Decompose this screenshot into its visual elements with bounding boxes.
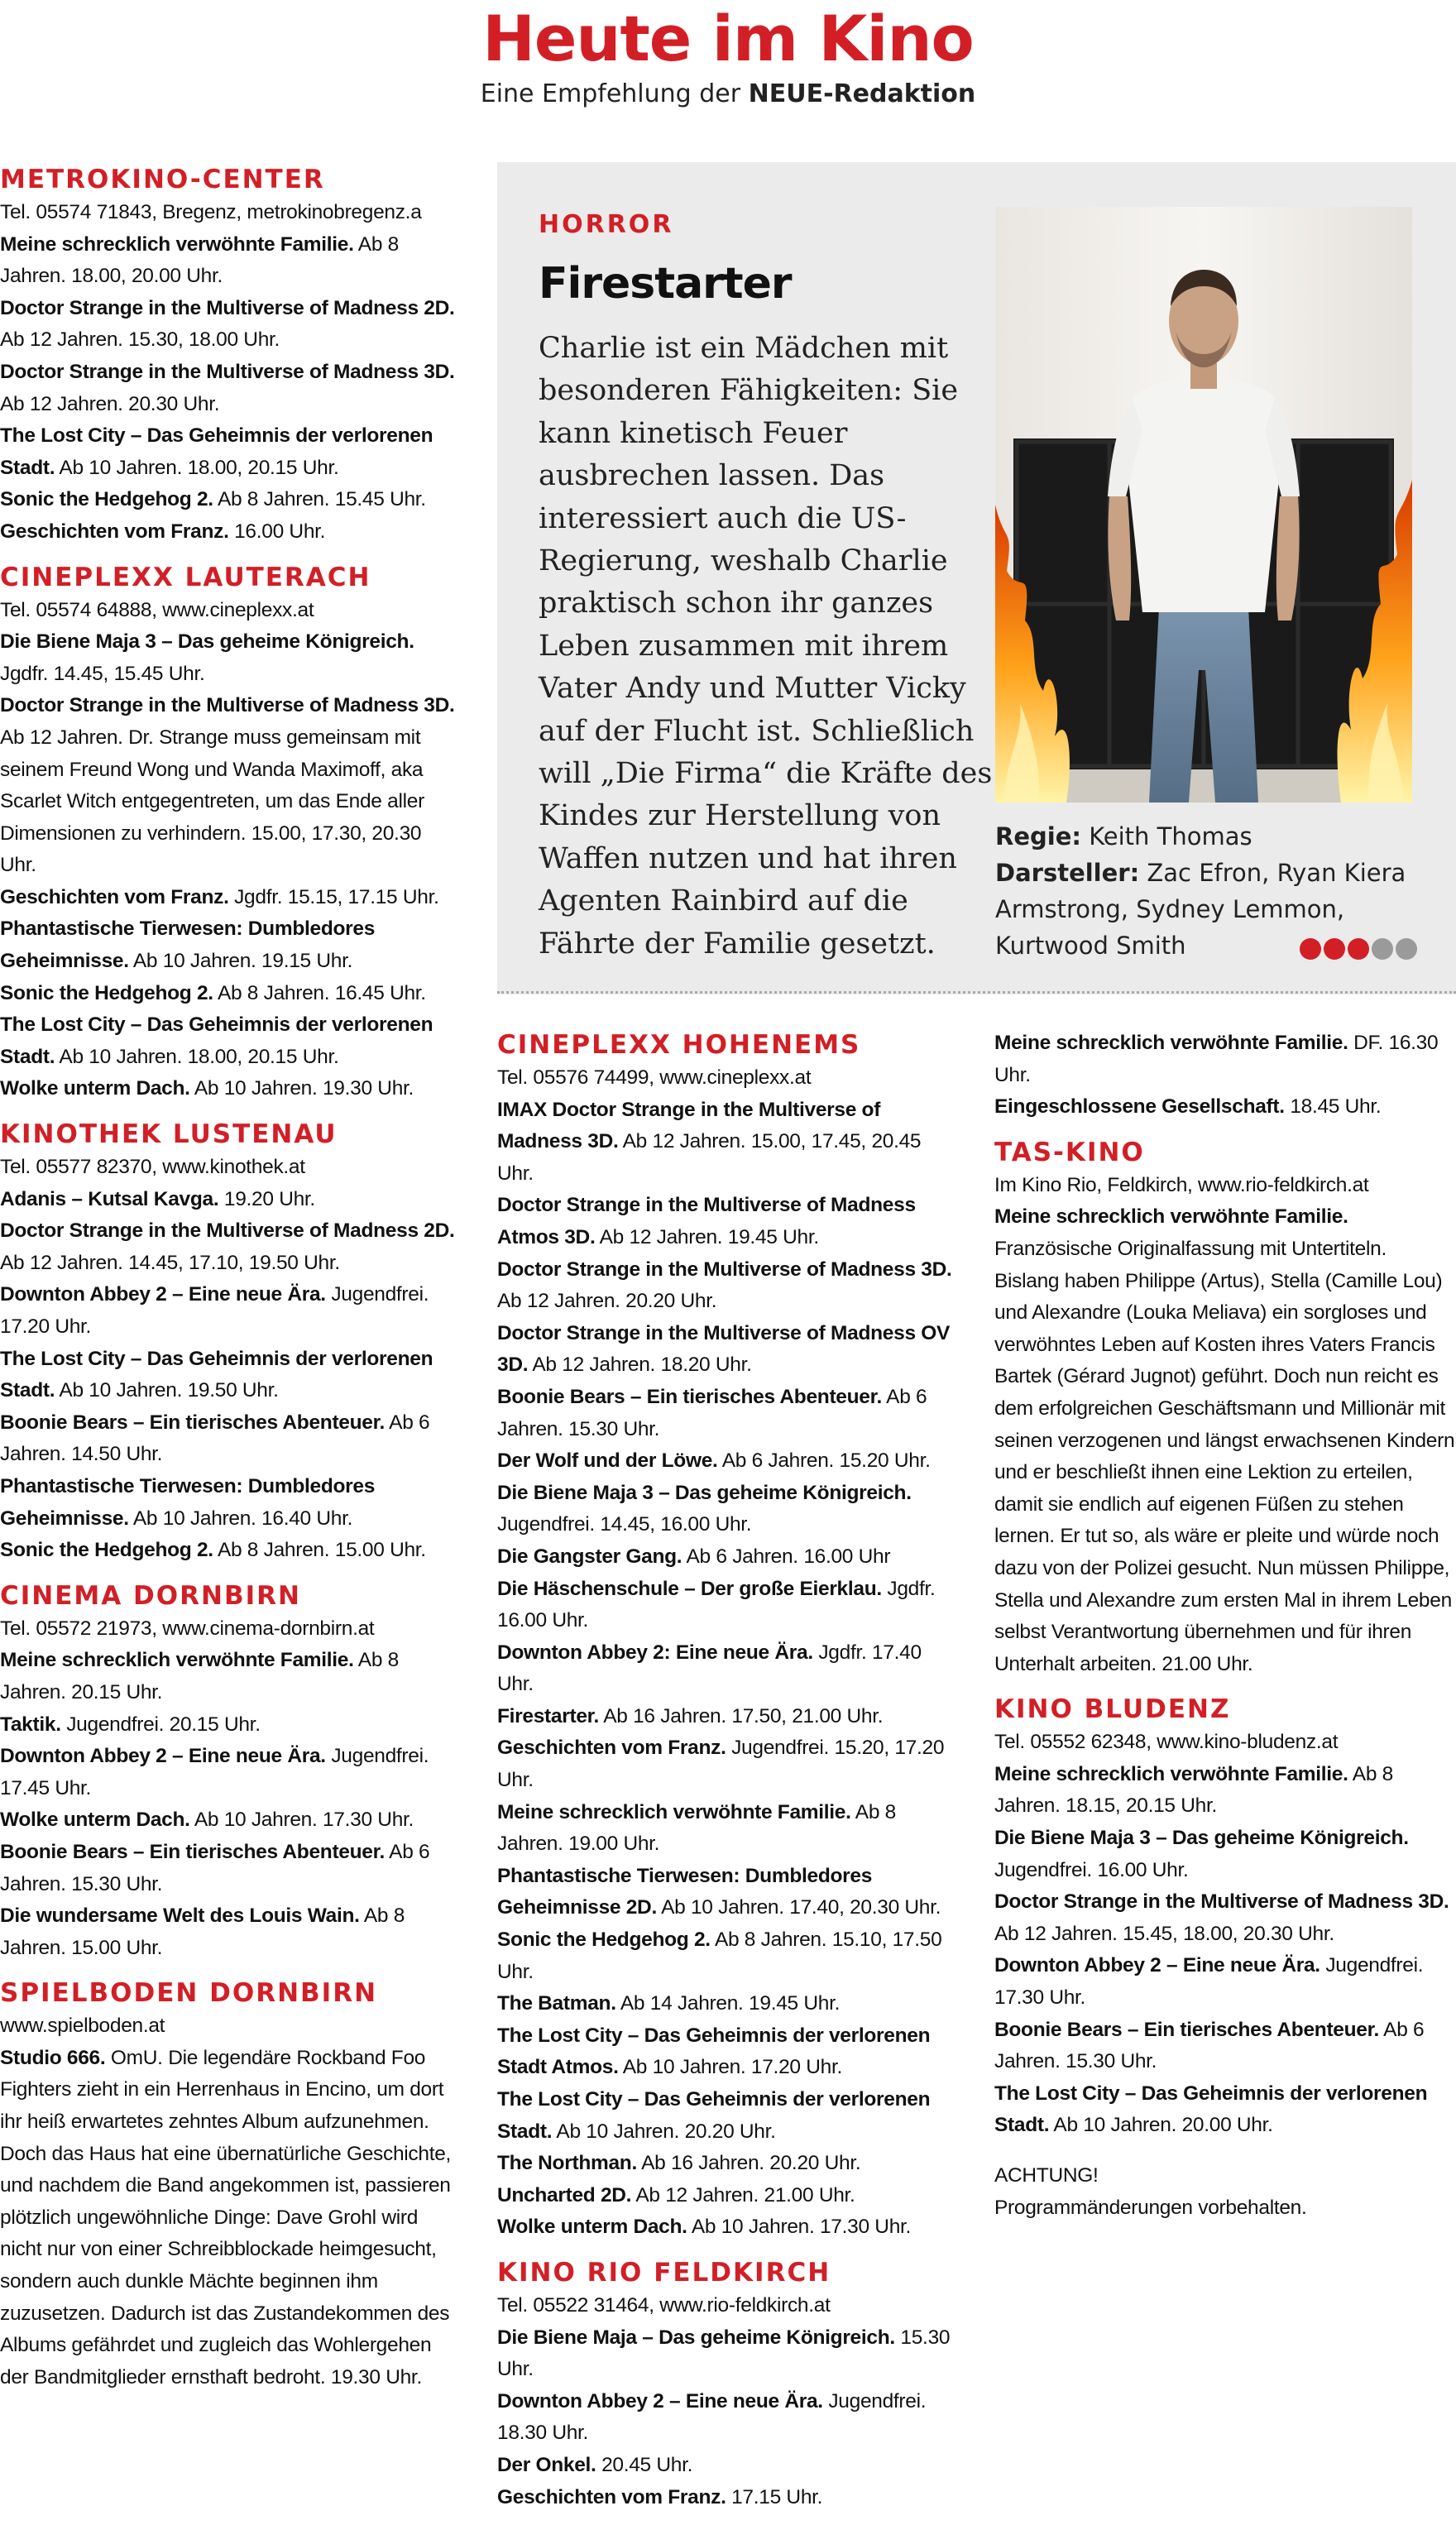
movie-info: Tel. 05577 82370, www.kinothek.at	[0, 1156, 305, 1179]
cinema-contact	[0, 2010, 460, 2043]
cinema-contact	[0, 1152, 460, 1184]
cinema-contact	[994, 1170, 1456, 1202]
movie-info: Ab 16 Jahren. 20.20 Uhr.	[641, 2152, 861, 2175]
movie-title: Die Biene Maja 3 – Das geheime Königreich.	[497, 1481, 912, 1504]
movie-info: Ab 8 Jahren. 15.45 Uhr.	[217, 488, 426, 511]
movie-title: Firestarter.	[497, 1704, 600, 1727]
notice-line-2: Programmänderungen vorbehalten.	[994, 2196, 1307, 2219]
listing-entry	[497, 1988, 953, 2020]
movie-title: Taktik.	[0, 1713, 61, 1736]
movie-title: Die Biene Maja – Das geheime Königreich.	[497, 2326, 895, 2349]
listing-entry	[497, 2180, 953, 2212]
movie-title: Doctor Strange in the Multiverse of Madness 3D.	[497, 1258, 952, 1281]
cast-label: Darsteller:	[995, 859, 1140, 887]
movie-title: Boonie Bears – Ein tierisches Abenteuer.	[497, 1385, 883, 1408]
movie-title: Doctor Strange in the Multiverse of Madness 3D.	[994, 1890, 1449, 1914]
movie-title: Geschichten vom Franz.	[0, 885, 229, 908]
cinema-name: CINEPLEXX LAUTERACH	[0, 562, 371, 592]
director-label: Regie:	[995, 822, 1081, 850]
movie-title: Meine schrecklich verwöhnte Familie.	[0, 232, 354, 256]
movie-info: Jugendfrei. 14.45, 16.00 Uhr.	[497, 1513, 752, 1536]
listing-entry	[497, 2148, 953, 2180]
cinema-name: SPIELBODEN DORNBIRN	[0, 1978, 378, 2009]
movie-title: Doctor Strange in the Multiverse of Madness Atmos 3D.	[497, 1194, 916, 1248]
movie-info: Tel. 05574 64888, www.cineplexx.at	[0, 598, 314, 621]
page-title: Heute im Kino	[482, 2, 974, 75]
movie-info: Jgdfr. 15.15, 17.15 Uhr.	[234, 885, 439, 908]
movie-info: 19.20 Uhr.	[223, 1187, 315, 1210]
movie-info: Ab 10 Jahren. 19.30 Uhr.	[194, 1077, 414, 1100]
movie-info: Ab 6 Jahren. 15.20 Uhr.	[721, 1449, 931, 1473]
director-name: Keith Thomas	[1089, 822, 1252, 850]
listing-entry	[497, 1797, 953, 1861]
listing-entry	[994, 1028, 1456, 1091]
movie-info: Ab 10 Jahren. 17.20 Uhr.	[622, 2056, 842, 2079]
listing-entry	[994, 2015, 1456, 2078]
movie-info: Ab 8 Jahren. 15.10, 17.50 Uhr.	[497, 1928, 942, 1983]
listing-entry	[0, 293, 460, 357]
listing-entry	[0, 229, 460, 293]
listing-entry	[497, 2322, 953, 2386]
movie-info: Jgdfr. 17.40 Uhr.	[497, 1641, 922, 1696]
movie-title: IMAX Doctor Strange in the Multiverse of Madness 3D.	[497, 1098, 881, 1153]
listing-entry	[0, 1184, 460, 1216]
movie-title: Downton Abbey 2: Eine neue Ära.	[497, 1641, 813, 1664]
listing-entry	[0, 1407, 460, 1471]
movie-info: Ab 12 Jahren. 14.45, 17.10, 19.50 Uhr.	[0, 1251, 340, 1274]
movie-title: The Lost City – Das Geheimnis der verlorenen Stadt.	[0, 424, 433, 479]
notice-line-1: ACHTUNG!	[994, 2164, 1099, 2187]
listing-entry	[0, 1741, 460, 1804]
listing-entry	[497, 2211, 953, 2244]
movie-title: Meine schrecklich verwöhnte Familie.	[994, 1762, 1348, 1785]
movie-title: The Lost City – Das Geheimnis der verlorenen Stadt.	[0, 1347, 433, 1402]
listing-entry	[497, 2482, 953, 2514]
movie-info: Ab 12 Jahren. 21.00 Uhr.	[635, 2183, 855, 2206]
movie-info: Ab 14 Jahren. 19.45 Uhr.	[620, 1992, 841, 2015]
movie-info: Ab 10 Jahren. 18.00, 20.15 Uhr.	[59, 1045, 339, 1068]
movie-title: Die Biene Maja 3 – Das geheime Königreich.	[994, 1827, 1409, 1850]
listing-entry	[0, 484, 460, 516]
movie-title: Doctor Strange in the Multiverse of Madness 3D.	[0, 694, 455, 717]
rating-dot-filled	[1300, 938, 1321, 960]
cinema-section	[994, 1692, 1456, 2142]
cinema-contact	[497, 1062, 953, 1095]
movie-info: Jugendfrei. 15.20, 17.20 Uhr.	[497, 1737, 945, 1792]
cinema-name: KINOTHEK LUSTENAU	[0, 1119, 338, 1150]
listing-entry	[0, 357, 460, 420]
movie-title: Wolke unterm Dach.	[0, 1809, 190, 1832]
cast-names: Zac Efron, Ryan Kiera Armstrong, Sydney Lemmon, Kurtwood Smith	[995, 859, 1406, 960]
movie-title: Doctor Strange in the Multiverse of Madness 2D.	[0, 296, 455, 319]
listing-entry	[0, 1009, 460, 1073]
movie-title: Downton Abbey 2 – Eine neue Ära.	[497, 2389, 823, 2412]
movie-info: Ab 6 Jahren. 15.30 Uhr.	[994, 2018, 1425, 2073]
feature-text: Charlie ist ein Mädchen mit besonderen Fähigkeiten: Sie kann kinetisch Feuer ausbrechen lassen. Das interessiert auch die US-Regierung, weshalb Charlie praktisch schon ihr ganzes Leben zusammen mit ihrem Vater Andy und Mutter Vicky auf der Flucht ist. Schließlich will „Die Firma“ die Kräfte des Kindes zur Herstellung von Waffen nutzen und hat ihren Agenten Rainbird auf die Fährte der Familie gesetzt.	[539, 332, 993, 961]
listing-entry	[497, 1190, 953, 1253]
cinema-contact	[0, 1613, 460, 1646]
movie-info: Jugendfrei. 17.20 Uhr.	[0, 1283, 429, 1338]
movie-title: Phantastische Tierwesen: Dumbledores Geheimnisse 2D.	[497, 1864, 873, 1919]
movie-title: Die Häschenschule – Der große Eierklau.	[497, 1577, 882, 1600]
movie-title: Doctor Strange in the Multiverse of Madness 3D.	[0, 360, 455, 383]
movie-info: Ab 8 Jahren. 15.00 Uhr.	[0, 1905, 405, 1959]
listing-entry	[994, 1201, 1456, 1680]
listing-entry	[0, 690, 460, 882]
movie-info: Ab 10 Jahren. 17.40, 20.30 Uhr.	[661, 1896, 941, 1919]
listing-entry	[497, 1254, 953, 1318]
page-subtitle	[0, 76, 1456, 113]
subtitle-brand: NEUE-Redaktion	[748, 79, 976, 108]
movie-info: Ab 10 Jahren. 19.15 Uhr.	[132, 950, 353, 973]
movie-info: Ab 12 Jahren. Dr. Strange muss gemeinsam mit seinem Freund Wong und Wanda Maximoff, aka Scarlet Witch entgegentreten, um das Ende aller Dimensionen zu verhindern. 15.00, 17.30, 20.30 Uhr.	[0, 726, 424, 877]
movie-title: Eingeschlossene Gesellschaft.	[994, 1095, 1285, 1119]
movie-title: Downton Abbey 2 – Eine neue Ära.	[994, 1954, 1320, 1977]
movie-info: Ab 12 Jahren. 15.30, 18.00 Uhr.	[0, 328, 280, 352]
movie-info: Tel. 05572 21973, www.cinema-dornbirn.at	[0, 1617, 375, 1640]
listing-entry	[497, 1541, 953, 1574]
movie-title: Sonic the Hedgehog 2.	[497, 1928, 711, 1952]
movie-info: Tel. 05574 71843, Bregenz, metrokinobregenz.a	[0, 201, 422, 223]
listing-entry	[0, 2043, 460, 2394]
cinema-contact	[0, 595, 460, 627]
cinema-name: METROKINO-CENTER	[0, 165, 325, 194]
cinema-name: CINEPLEXX HOHENEMS	[497, 1030, 861, 1060]
listing-entry	[497, 1318, 953, 1382]
movie-info: Ab 8 Jahren. 19.00 Uhr.	[497, 1800, 896, 1856]
movie-info: Ab 8 Jahren. 18.00, 20.00 Uhr.	[0, 232, 399, 288]
movie-info: Ab 6 Jahren. 16.00 Uhr	[686, 1545, 891, 1568]
movie-info: Ab 12 Jahren. 19.45 Uhr.	[599, 1225, 819, 1248]
movie-info: Ab 8 Jahren. 20.15 Uhr.	[0, 1649, 399, 1703]
cinema-contact	[994, 1727, 1456, 1759]
listing-entry	[497, 2450, 953, 2482]
feature-box	[497, 162, 1456, 994]
cinema-name: TAS-KINO	[994, 1137, 1145, 1167]
listing-entry	[0, 1535, 460, 1567]
movie-info: Ab 10 Jahren. 17.30 Uhr.	[194, 1809, 414, 1832]
listing-entry	[497, 2386, 953, 2450]
cinema-section	[497, 1028, 953, 2244]
column-right	[994, 1028, 1456, 2224]
movie-title: Die Gangster Gang.	[497, 1545, 682, 1568]
listing-entry	[0, 1645, 460, 1708]
movie-info: 20.45 Uhr.	[601, 2453, 693, 2476]
movie-title: Die Biene Maja 3 – Das geheime Königreich.	[0, 630, 414, 654]
movie-info: 18.45 Uhr.	[1290, 1095, 1382, 1119]
listing-entry	[0, 1709, 460, 1742]
movie-info: Ab 12 Jahren. 18.20 Uhr.	[532, 1354, 752, 1377]
cinema-name: CINEMA DORNBIRN	[0, 1580, 301, 1611]
listing-entry	[0, 1279, 460, 1343]
cinema-section	[497, 2255, 953, 2513]
cinema-section	[0, 1117, 460, 1567]
movie-title: Der Wolf und der Löwe.	[497, 1449, 718, 1473]
listing-entry	[0, 1344, 460, 1407]
column-right-list	[994, 1028, 1456, 2142]
movie-info: Jugendfrei. 17.30 Uhr.	[994, 1954, 1424, 2010]
subtitle-prefix: Eine Empfehlung der	[480, 79, 741, 108]
movie-title: Sonic the Hedgehog 2.	[0, 1539, 213, 1562]
actor-photo	[995, 207, 1412, 803]
movie-title: Downton Abbey 2 – Eine neue Ära.	[0, 1283, 326, 1306]
listing-entry	[0, 882, 460, 914]
listing-entry	[497, 1732, 953, 1796]
listing-entry	[497, 1478, 953, 1541]
listing-entry	[0, 913, 460, 977]
movie-title: Phantastische Tierwesen: Dumbledores Geheimnisse.	[0, 1474, 376, 1530]
movie-info: DF. 16.30 Uhr.	[994, 1032, 1439, 1086]
movie-title: Sonic the Hedgehog 2.	[0, 981, 213, 1004]
cinema-name: KINO BLUDENZ	[994, 1694, 1231, 1725]
movie-title: Boonie Bears – Ein tierisches Abenteuer.	[994, 2018, 1380, 2041]
rating-dot-filled	[1324, 938, 1345, 960]
listing-entry	[0, 1837, 460, 1900]
movie-title: The Northman.	[497, 2152, 637, 2175]
movie-title: Wolke unterm Dach.	[497, 2216, 687, 2239]
movie-info: Ab 6 Jahren. 14.50 Uhr.	[0, 1411, 430, 1466]
feature-divider	[497, 991, 1456, 994]
page-header	[0, 0, 1456, 113]
listing-entry	[497, 2084, 953, 2148]
movie-info: Ab 16 Jahren. 17.50, 21.00 Uhr.	[603, 1704, 884, 1727]
movie-info: Jugendfrei. 17.45 Uhr.	[0, 1745, 429, 1799]
movie-info: 15.30 Uhr.	[497, 2326, 951, 2381]
listing-entry	[497, 1445, 953, 1478]
movie-info: Jugendfrei. 18.30 Uhr.	[497, 2389, 927, 2445]
listing-entry	[994, 1823, 1456, 1886]
column-left	[0, 162, 460, 2405]
listing-entry	[0, 1900, 460, 1964]
feature-title: Firestarter	[539, 259, 792, 309]
movie-title: Geschichten vom Franz.	[497, 2485, 726, 2508]
cinema-section	[0, 162, 460, 549]
listing-entry	[994, 1759, 1456, 1823]
movie-title: Adanis – Kutsal Kavga.	[0, 1187, 219, 1210]
movie-info: Ab 10 Jahren. 20.00 Uhr.	[1053, 2114, 1273, 2137]
cinema-section	[0, 560, 460, 1106]
listing-entry	[0, 1471, 460, 1535]
movie-title: The Lost City – Das Geheimnis der verlorenen Stadt.	[994, 2082, 1428, 2137]
listing-entry	[994, 1950, 1456, 2014]
movie-info: Ab 12 Jahren. 20.20 Uhr.	[497, 1290, 717, 1313]
cinema-name: KINO RIO FELDKIRCH	[497, 2257, 831, 2288]
director-line	[995, 818, 1425, 855]
movie-info: 16.00 Uhr.	[234, 520, 326, 543]
column-middle	[497, 1028, 953, 2525]
listing-entry	[0, 626, 460, 690]
listing-entry	[994, 2078, 1456, 2142]
movie-info: Tel. 05576 74499, www.cineplexx.at	[497, 1066, 812, 1089]
movie-title: Boonie Bears – Ein tierisches Abenteuer.	[0, 1840, 386, 1863]
movie-info: Im Kino Rio, Feldkirch, www.rio-feldkirch.at	[994, 1173, 1369, 1196]
cinema-section	[0, 1579, 460, 1965]
movie-info: Ab 10 Jahren. 19.50 Uhr.	[59, 1379, 279, 1402]
movie-title: Geschichten vom Franz.	[497, 1737, 726, 1760]
listing-entry	[0, 1804, 460, 1837]
movie-title: Doctor Strange in the Multiverse of Madness 2D.	[0, 1219, 455, 1243]
movie-info: 17.15 Uhr.	[731, 2485, 823, 2508]
movie-title: Sonic the Hedgehog 2.	[0, 488, 213, 511]
movie-title: Meine schrecklich verwöhnte Familie.	[994, 1032, 1348, 1054]
listing-entry	[497, 1574, 953, 1637]
listing-entry	[0, 978, 460, 1010]
movie-title: The Lost City – Das Geheimnis der verlorenen Stadt.	[0, 1013, 433, 1068]
cinema-section	[994, 1135, 1456, 1681]
movie-info: Jugendfrei. 20.15 Uhr.	[66, 1713, 261, 1736]
movie-title: Downton Abbey 2 – Eine neue Ära.	[0, 1745, 326, 1768]
cinema-contact	[0, 197, 460, 229]
movie-info: OmU. Die legendäre Rockband Foo Fighters zieht in ein Herrenhaus in Encino, um dort ihr heiß erwartetes zehntes Album aufzunehmen. Doch das Haus hat eine übernatürliche Geschichte, und nachdem die Band angekommen ist, passieren plötzlich ungewöhnliche Dinge: Dave Grohl wird nicht nur von einer Schreibblockade heimgesucht, sondern auch dunkle Mächte beginnen ihm zuzusetzen. Dadurch ist das Zustandekommen des Albums gefährdet und zugleich das Wohlergehen der Bandmitglieder ernsthaft bedroht. 19.30 Uhr.	[0, 2046, 452, 2388]
movie-title: Meine schrecklich verwöhnte Familie.	[994, 1205, 1348, 1229]
movie-info: Ab 10 Jahren. 18.00, 20.15 Uhr.	[59, 456, 339, 479]
listing-entry	[0, 1215, 460, 1279]
listing-entry	[0, 1073, 460, 1105]
movie-info: Ab 10 Jahren. 17.30 Uhr.	[691, 2216, 912, 2239]
listing-entry	[994, 1091, 1456, 1124]
movie-info: Ab 10 Jahren. 20.20 Uhr.	[556, 2120, 776, 2143]
listing-entry	[497, 1924, 953, 1988]
movie-title: Phantastische Tierwesen: Dumbledores Geheimnisse.	[0, 918, 376, 973]
movie-title: Der Onkel.	[497, 2453, 596, 2476]
movie-info: Tel. 05552 62348, www.kino-bludenz.at	[994, 1731, 1339, 1754]
movie-info: Ab 12 Jahren. 15.45, 18.00, 20.30 Uhr.	[994, 1922, 1334, 1945]
movie-info: Jgdfr. 16.00 Uhr.	[497, 1577, 936, 1632]
movie-info: Ab 10 Jahren. 16.40 Uhr.	[132, 1507, 353, 1530]
cinema-section	[994, 1028, 1456, 1124]
movie-title: Boonie Bears – Ein tierisches Abenteuer.	[0, 1411, 386, 1434]
movie-info: Tel. 05522 31464, www.rio-feldkirch.at	[497, 2293, 831, 2317]
notice	[994, 2160, 1456, 2224]
feature-genre: HORROR	[539, 210, 674, 239]
movie-info: www.spielboden.at	[0, 2015, 165, 2038]
movie-info: Jgdfr. 14.45, 15.45 Uhr.	[0, 662, 205, 685]
movie-info: Ab 8 Jahren. 15.00 Uhr.	[217, 1539, 426, 1562]
movie-title: Meine schrecklich verwöhnte Familie.	[0, 1649, 354, 1672]
listing-entry	[497, 2020, 953, 2084]
movie-info: Ab 12 Jahren. 15.00, 17.45, 20.45 Uhr.	[497, 1130, 922, 1185]
listing-entry	[994, 1886, 1456, 1950]
movie-info: Ab 8 Jahren. 18.15, 20.15 Uhr.	[994, 1762, 1393, 1818]
movie-title: Studio 666.	[0, 2046, 106, 2069]
movie-title: Uncharted 2D.	[497, 2183, 632, 2206]
movie-info: Jugendfrei. 16.00 Uhr.	[994, 1858, 1189, 1881]
movie-title: The Batman.	[497, 1992, 616, 2015]
movie-title: Doctor Strange in the Multiverse of Madness OV 3D.	[497, 1321, 951, 1377]
listing-entry	[0, 420, 460, 484]
rating-dot-empty	[1396, 938, 1417, 960]
movie-info: Ab 6 Jahren. 15.30 Uhr.	[497, 1385, 927, 1440]
movie-info: Ab 12 Jahren. 20.30 Uhr.	[0, 392, 220, 415]
rating-dot-empty	[1372, 938, 1393, 960]
movie-info: Ab 6 Jahren. 15.30 Uhr.	[0, 1840, 430, 1895]
rating-dots	[1300, 938, 1420, 963]
listing-entry	[497, 1637, 953, 1701]
listing-entry	[497, 1861, 953, 1924]
rating-dot-filled	[1348, 938, 1369, 960]
listing-entry	[497, 1382, 953, 1445]
movie-title: The Lost City – Das Geheimnis der verlorenen Stadt Atmos.	[497, 2024, 931, 2079]
cinema-section	[0, 1976, 460, 2393]
movie-title: Wolke unterm Dach.	[0, 1077, 190, 1100]
movie-title: Geschichten vom Franz.	[0, 520, 229, 543]
listing-entry	[0, 516, 460, 549]
movie-title: The Lost City – Das Geheimnis der verlorenen Stadt.	[497, 2088, 931, 2143]
listing-entry	[497, 1701, 953, 1733]
movie-title: Die wundersame Welt des Louis Wain.	[0, 1905, 360, 1928]
cinema-contact	[497, 2290, 953, 2322]
movie-info: Französische Originalfassung mit Untertiteln. Bislang haben Philippe (Artus), Stella (Camille Lou) und Alexandre (Louka Meliava) ein sorgloses und verwöhntes Leben auf Kosten ihres Vaters Francis Bartek (Gérard Jugnot) geführt. Doch nun reicht es dem erfolgreichen Geschäftsmann und Millionär mit seinen verzogenen und längst erwachsenen Kindern und er beschließt ihnen eine Lektion zu erteilen, damit sie endlich auf eigenen Füßen zu stehen lernen. Er tut so, als wäre er pleite und würde noch dazu von der Polizei gesucht. Nun müssen Philippe, Stella und Alexandre zum ersten Mal in ihrem Leben selbst Verantwortung übernehmen und für ihren Unterhalt arbeiten. 21.00 Uhr.	[994, 1237, 1455, 1675]
movie-title: Meine schrecklich verwöhnte Familie.	[497, 1800, 851, 1823]
movie-info: Ab 8 Jahren. 16.45 Uhr.	[217, 981, 426, 1004]
listing-entry	[497, 1095, 953, 1191]
